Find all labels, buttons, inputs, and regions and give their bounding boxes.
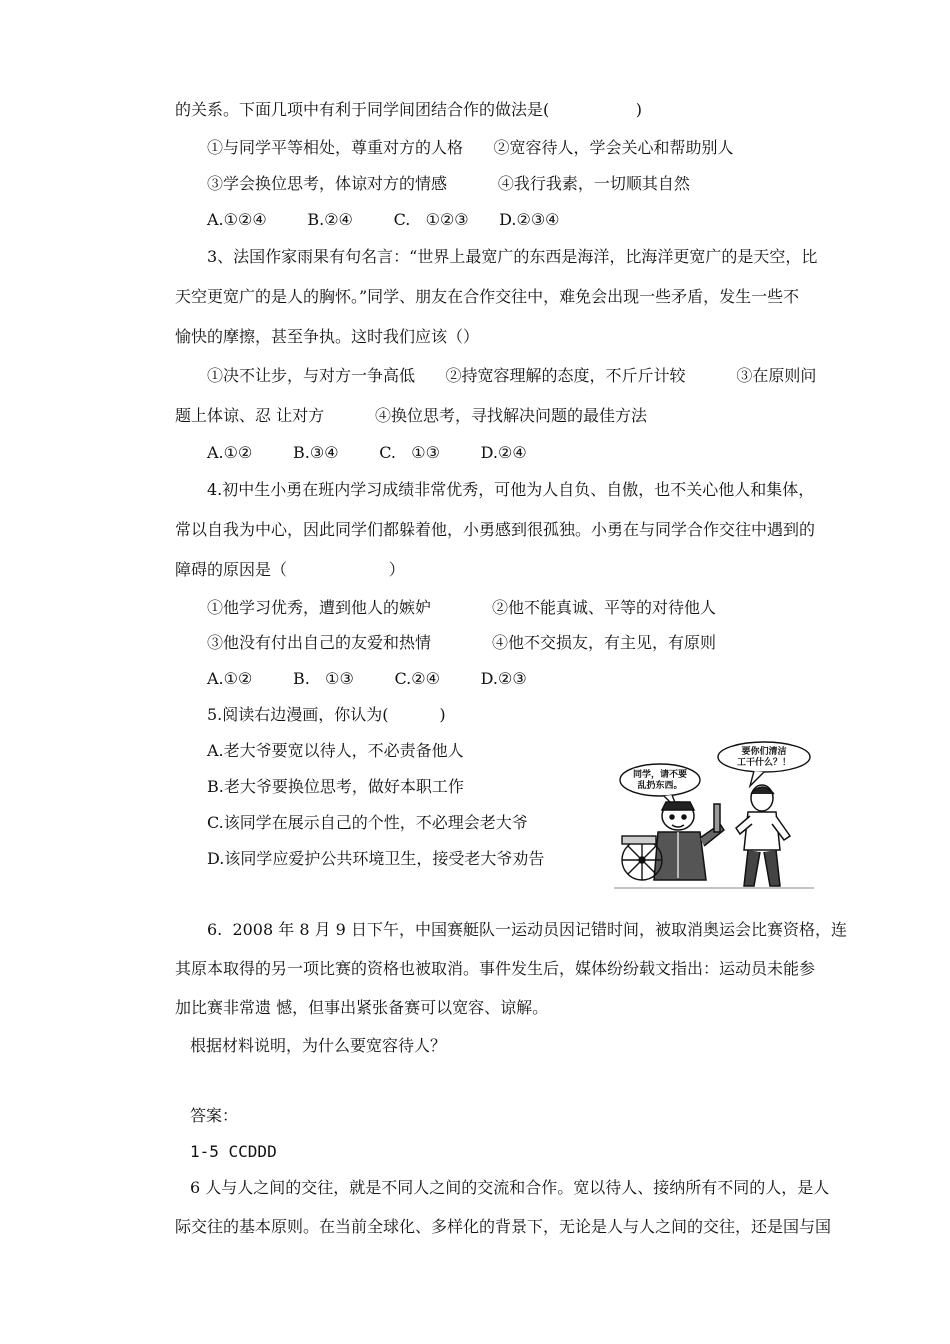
q4-stem-line-3: 障碍的原因是（ ） xyxy=(175,560,405,579)
q4-options-line-2: ③他没有付出自己的友爱和热情 ④他不交损友，有主见，有原则 xyxy=(207,633,717,652)
q5-option-d: D.该同学应爱护公共环境卫生，接受老大爷劝告 xyxy=(207,849,545,868)
q4-options-line-1: ①他学习优秀，遭到他人的嫉妒 ②他不能真诚、平等的对待他人 xyxy=(207,598,717,617)
q3-stem-line-2: 天空更宽广的是人的胸怀。”同学、朋友在合作交往中，难免会出现一些矛盾，发生一些不 xyxy=(175,287,800,306)
q5-option-c: C.该同学在展示自己的个性，不必理会老大爷 xyxy=(207,813,528,832)
svg-text:要你们清洁: 要你们清洁 xyxy=(741,747,787,757)
q2-options-line-2: ③学会换位思考，体谅对方的情感 ④我行我素，一切顺其自然 xyxy=(207,174,690,193)
q2-choices: A.①②④ B.②④ C. ①②③ D.②③④ xyxy=(207,210,560,229)
q4-choices: A.①② B. ①③ C.②④ D.②③ xyxy=(207,669,527,688)
answers-multiple-choice: 1-5 CCDDD xyxy=(190,1142,277,1161)
comic-illustration xyxy=(614,740,814,890)
answer-6-line-2: 际交往的基本原则。在当前全球化、多样化的背景下，无论是人与人之间的交往，还是国与国 xyxy=(175,1217,832,1236)
answer-6-line-1: 6 人与人之间的交往，就是不同人之间的交流和合作。宽以待人、接纳所有不同的人，是人 xyxy=(190,1178,830,1197)
svg-text:乱扔东西。: 乱扔东西。 xyxy=(637,781,683,791)
q5-option-b: B.老大爷要换位思考，做好本职工作 xyxy=(207,777,464,796)
svg-text:工干什么？！: 工干什么？！ xyxy=(736,758,792,768)
q3-options-line-1: ①决不让步，与对方一争高低 ②持宽容理解的态度，不斤斤计较 ③在原则问 xyxy=(207,366,817,385)
left-speech-bubble xyxy=(620,764,700,796)
q6-stem-line-2: 其原本取得的另一项比赛的资格也被取消。事件发生后，媒体纷纷载文指出：运动员未能参 xyxy=(175,959,816,978)
q2-options-line-1: ①与同学平等相处，尊重对方的人格 ②宽容待人，学会关心和帮助别人 xyxy=(207,138,734,157)
q3-stem-line-1: 3、法国作家雨果有句名言：“世界上最宽广的东西是海洋，比海洋更宽广的是天空，比 xyxy=(207,247,818,266)
q5-stem: 5.阅读右边漫画，你认为( ) xyxy=(207,705,446,724)
q6-stem-line-3: 加比赛非常遗 憾，但事出紧张备赛可以宽容、谅解。 xyxy=(175,998,549,1017)
old-man-figure xyxy=(654,802,724,880)
svg-text:同学，请不要: 同学，请不要 xyxy=(632,770,688,780)
q5-option-a: A.老大爷要宽以待人，不必责备他人 xyxy=(207,741,464,760)
q3-stem-line-3: 愉快的摩擦，甚至争执。这时我们应该（） xyxy=(175,327,480,346)
q3-options-line-2: 题上体谅、忍 让对方 ④换位思考，寻找解决问题的最佳方法 xyxy=(175,406,647,425)
q2-stem-end: 的关系。下面几项中有利于同学间团结合作的做法是( ) xyxy=(175,100,642,119)
q6-stem-line-1: 6. 2008 年 8 月 9 日下午，中国赛艇队一运动员因记错时间，被取消奥运会比赛资格，连 xyxy=(207,920,847,939)
student-figure xyxy=(736,785,790,886)
q4-stem-line-1: 4.初中生小勇在班内学习成绩非常优秀，可他为人自负、自傲，也不关心他人和集体， xyxy=(207,480,815,499)
answers-title: 答案： xyxy=(190,1106,239,1125)
q3-choices: A.①② B.③④ C. ①③ D.②④ xyxy=(207,443,527,462)
q4-stem-line-2: 常以自我为中心，因此同学们都躲着他，小勇感到很孤独。小勇在与同学合作交往中遇到的 xyxy=(175,520,816,539)
q6-question: 根据材料说明，为什么要宽容待人？ xyxy=(190,1036,447,1055)
